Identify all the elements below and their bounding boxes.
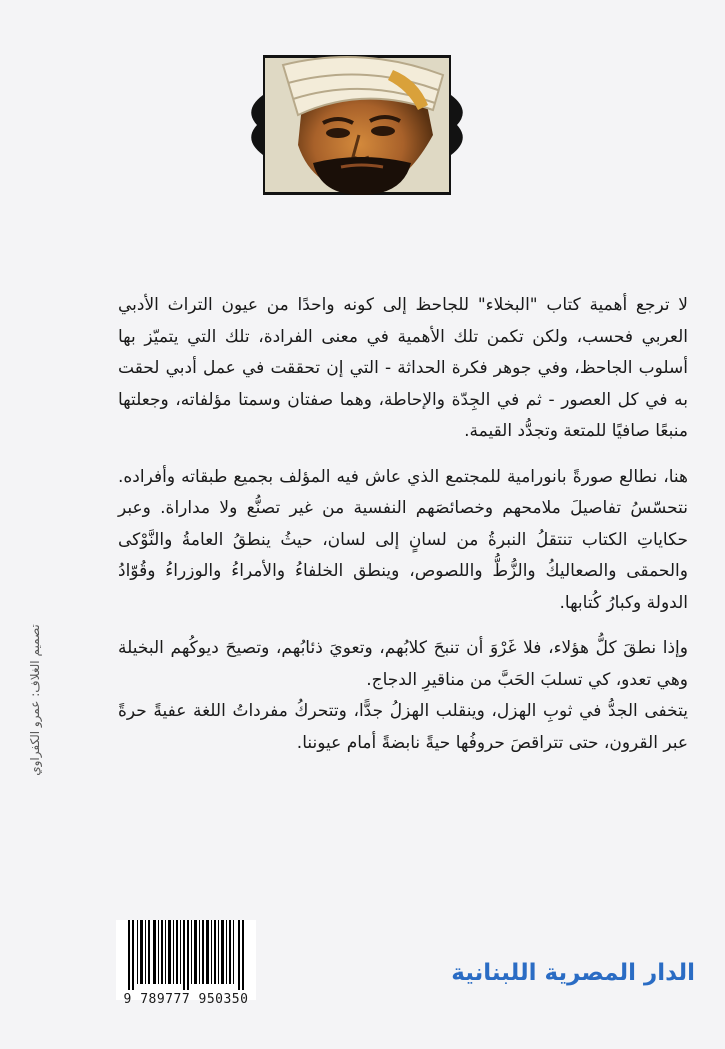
cover-design-credit: تصميم الغلاف: عمرو الكفراوي: [28, 624, 42, 776]
publisher-logo: الدار المصرية اللبنانية: [451, 960, 695, 986]
blurb-text: [118, 290, 688, 773]
author-portrait: [243, 55, 471, 195]
isbn-number: 9 789777 950350: [123, 992, 249, 1007]
blurb-paragraph-4: يتخفى الجدُّ في ثوبِ الهزل، وينقلب الهزلُ جدًّا، وتتحركُ مفرداتُ اللغة عفيةً حرةً عبر القرون، حتى تتراقصَ حروفُها حيةً نابضةً أمام عيوننا.: [118, 701, 688, 753]
blurb-paragraph-2: هنا، نطالع صورةً بانورامية للمجتمع الذي عاش فيه المؤلف بجميع طبقاته وأفراده. نتحسّسُ تفاصيلَ ملامحهم وخصائصَهم النفسية من غير تصنُّع ولا مداراة. وعبر حكاياتِ الكتاب تنتقلُ النبرةُ من لسانٍ إلى لسان، حيثُ ينطقُ العامةُ والنَّوْكى والحمقى والصعاليكُ والزُّطُّ واللصوص، وينطق الخلفاءُ والأمراءُ والوزراءُ وقُوّادُ الدولة وكبارُ كُتابها.: [118, 466, 688, 613]
barcode-bars: [128, 920, 244, 990]
blurb-paragraph-1: لا ترجع أهمية كتاب "البخلاء" للجاحظ إلى كونه واحدًا من عيون التراث الأدبي العربي فحسب، ولكن تكمن تلك الأهمية في معنى الفرادة، تلك التي يتميّز بها أسلوب الجاحظ، وفي جوهر فكرة الحداثة - التي إن تحققت في عمل أدبي لحقت به في كل العصور - ثم في الجِدّة والإحاطة، وهما صفتان وسمتا مؤلفاته، وجعلتها منبعًا صافيًا للمتعة وتجدُّد القيمة.: [118, 295, 688, 441]
blurb-paragraph-3: وإذا نطقَ كلُّ هؤلاء، فلا غَرْوَ أن تنبحَ كلابُهم، وتعويَ ذئابُهم، وتصيحَ ديوكُهم البخيلة وهي تعدو، كي تسلبَ الحَبَّ من مناقيرِ الدجاج.: [118, 638, 688, 690]
isbn-barcode: [116, 920, 256, 1007]
portrait-illustration: [243, 55, 471, 195]
